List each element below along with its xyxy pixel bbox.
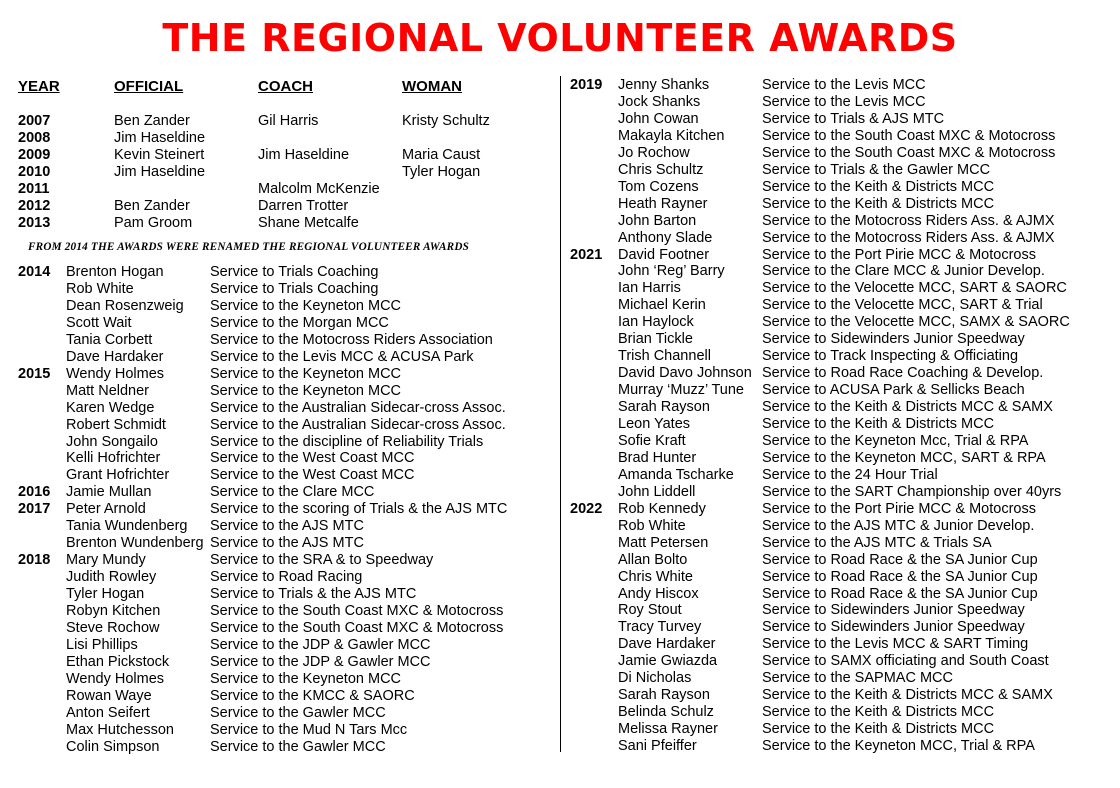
- award-row: [570, 145, 1115, 162]
- service-description: Service to the Gawler MCC: [210, 738, 386, 755]
- service-description: Service to the 24 Hour Trial: [762, 466, 938, 483]
- service-description: Service to the Motocross Riders Association: [210, 331, 493, 348]
- award-row: [570, 94, 1115, 111]
- award-row: [18, 484, 563, 501]
- recipient-name: Brenton Wundenberg: [66, 535, 204, 552]
- award-year: 2015: [18, 365, 51, 382]
- service-description: Service to the SAPMAC MCC: [762, 670, 953, 687]
- official-name: Ben Zander: [114, 113, 190, 129]
- official-name: Jim Haseldine: [114, 164, 206, 180]
- award-row: [570, 213, 1115, 230]
- award-row: [570, 738, 1115, 755]
- award-row: [18, 535, 563, 552]
- award-row: [18, 366, 563, 383]
- service-description: Service to Road Racing: [210, 569, 363, 586]
- recipient-name: Murray ‘Muzz’ Tune: [618, 382, 744, 399]
- recipient-name: Steve Rochow: [66, 619, 160, 636]
- official-name: Pam Groom: [114, 215, 193, 231]
- service-description: Service to the Morgan MCC: [210, 314, 389, 331]
- service-description: Service to the Keyneton MCC, SART & RPA: [762, 449, 1046, 466]
- recipient-name: Tom Cozens: [618, 178, 699, 195]
- service-description: Service to the Australian Sidecar-cross Assoc.: [210, 416, 506, 433]
- award-row: [18, 417, 563, 434]
- early-award-row: [18, 130, 558, 147]
- early-award-row: [18, 164, 558, 181]
- service-description: Service to the Clare MCC: [210, 484, 375, 501]
- service-description: Service to ACUSA Park & Sellicks Beach: [762, 382, 1025, 399]
- recipient-name: Mary Mundy: [66, 552, 146, 569]
- award-row: [18, 637, 563, 654]
- award-year: 2017: [18, 501, 51, 518]
- award-row: [18, 569, 563, 586]
- recipient-name: Rob White: [618, 517, 686, 534]
- award-year: 2021: [570, 246, 603, 263]
- award-row: [18, 349, 563, 366]
- recipient-name: Jo Rochow: [618, 144, 690, 161]
- award-row: [18, 603, 563, 620]
- recipient-name: Max Hutchesson: [66, 721, 174, 738]
- recipient-name: Di Nicholas: [618, 670, 692, 687]
- coach-name: Darren Trotter: [258, 198, 349, 214]
- official-name: Jim Haseldine: [114, 130, 206, 146]
- service-description: Service to the Keyneton Mcc, Trial & RPA: [762, 432, 1029, 449]
- early-award-row: [18, 113, 558, 130]
- recipient-name: Rob White: [66, 280, 134, 297]
- recipient-name: Tracy Turvey: [618, 619, 702, 636]
- award-row: [570, 653, 1115, 670]
- recipient-name: Rob Kennedy: [618, 500, 706, 517]
- recipient-name: Robert Schmidt: [66, 416, 166, 433]
- award-year: 2009: [18, 147, 51, 163]
- service-description: Service to the South Coast MXC & Motocross: [762, 127, 1056, 144]
- award-row: [18, 281, 563, 298]
- service-description: Service to Road Race Coaching & Develop.: [762, 365, 1044, 382]
- award-row: [18, 501, 563, 518]
- award-row: [18, 315, 563, 332]
- service-description: Service to the Keyneton MCC: [210, 670, 402, 687]
- award-year: 2007: [18, 113, 51, 129]
- recipient-name: Allan Bolto: [618, 551, 688, 568]
- service-description: Service to SAMX officiating and South Coast: [762, 653, 1049, 670]
- award-row: [570, 399, 1115, 416]
- rename-note: FROM 2014 THE AWARDS WERE RENAMED THE REGIONAL VOLUNTEER AWARDS: [28, 241, 470, 253]
- service-description: Service to Road Race & the SA Junior Cup: [762, 568, 1038, 585]
- award-row: [570, 501, 1115, 518]
- award-row: [570, 348, 1115, 365]
- award-row: [18, 400, 563, 417]
- recipient-name: Robyn Kitchen: [66, 603, 161, 619]
- recipient-name: Roy Stout: [618, 602, 682, 619]
- header-woman: WOMAN: [402, 78, 462, 95]
- service-description: Service to the SART Championship over 40yrs: [762, 483, 1062, 500]
- award-year: 2012: [18, 198, 51, 214]
- service-description: Service to the Keyneton MCC: [210, 382, 402, 399]
- recipient-name: Trish Channell: [618, 348, 711, 365]
- recipient-name: Kelli Hofrichter: [66, 450, 161, 467]
- header-year: YEAR: [18, 78, 60, 95]
- recipient-name: Belinda Schulz: [618, 704, 714, 721]
- award-year: 2016: [18, 484, 51, 501]
- award-row: [570, 162, 1115, 179]
- award-row: [570, 247, 1115, 264]
- award-row: [570, 382, 1115, 399]
- early-award-row: [18, 215, 558, 232]
- recipient-name: Tania Corbett: [66, 331, 153, 348]
- award-row: [570, 636, 1115, 653]
- column-divider: [560, 76, 561, 752]
- recipient-name: Wendy Holmes: [66, 365, 165, 382]
- award-row: [18, 298, 563, 315]
- recipient-name: Rowan Waye: [66, 687, 152, 704]
- award-row: [570, 314, 1115, 331]
- service-description: Service to the Keyneton MCC, Trial & RPA: [762, 738, 1035, 755]
- recipient-name: Colin Simpson: [66, 738, 160, 755]
- award-row: [570, 535, 1115, 552]
- service-description: Service to the South Coast MXC & Motocross: [210, 619, 504, 636]
- recipient-name: Chris White: [618, 568, 693, 585]
- service-description: Service to the Keyneton MCC: [210, 365, 402, 382]
- recipient-name: Sarah Rayson: [618, 687, 710, 704]
- service-description: Service to the South Coast MXC & Motocross: [210, 603, 504, 619]
- service-description: Service to the Keyneton MCC: [210, 297, 402, 314]
- recipient-name: Brad Hunter: [618, 449, 697, 466]
- service-description: Service to the Mud N Tars Mcc: [210, 721, 408, 738]
- award-year: 2010: [18, 164, 51, 180]
- service-description: Service to the Velocette MCC, SART & SAORC: [762, 280, 1067, 297]
- award-row: [18, 383, 563, 400]
- recipient-name: Grant Hofrichter: [66, 467, 170, 484]
- recipient-name: Andy Hiscox: [618, 585, 699, 602]
- recipient-name: Karen Wedge: [66, 399, 155, 416]
- service-description: Service to Road Race & the SA Junior Cup: [762, 585, 1038, 602]
- award-year: 2022: [570, 500, 603, 517]
- recipient-name: Brian Tickle: [618, 331, 693, 348]
- service-description: Service to Trials & the Gawler MCC: [762, 161, 991, 178]
- recipient-name: Jock Shanks: [618, 93, 701, 110]
- service-description: Service to the Levis MCC: [762, 77, 926, 93]
- award-row: [18, 722, 563, 739]
- service-description: Service to the AJS MTC & Trials SA: [762, 534, 992, 551]
- award-row: [18, 586, 563, 603]
- service-description: Service to the AJS MTC: [210, 535, 364, 552]
- service-description: Service to the Keith & Districts MCC & SAMX: [762, 399, 1053, 416]
- award-row: [18, 739, 563, 756]
- service-description: Service to the AJS MTC & Junior Develop.: [762, 517, 1035, 534]
- award-row: [18, 620, 563, 637]
- award-row: [570, 280, 1115, 297]
- award-row: [570, 433, 1115, 450]
- recipient-name: Chris Schultz: [618, 161, 704, 178]
- recipient-name: Sani Pfeiffer: [618, 738, 697, 755]
- recipient-name: Jamie Gwiazda: [618, 653, 718, 670]
- coach-name: Shane Metcalfe: [258, 215, 359, 231]
- service-description: Service to the Motocross Riders Ass. & AJMX: [762, 229, 1055, 246]
- award-year: 2013: [18, 215, 51, 231]
- service-description: Service to the scoring of Trials & the AJS MTC: [210, 501, 508, 518]
- recipient-name: Peter Arnold: [66, 501, 146, 518]
- service-description: Service to the Keith & Districts MCC: [762, 704, 995, 721]
- woman-name: Tyler Hogan: [402, 164, 481, 180]
- service-description: Service to Road Race & the SA Junior Cup: [762, 551, 1038, 568]
- award-row: [570, 128, 1115, 145]
- service-description: Service to Sidewinders Junior Speedway: [762, 619, 1025, 636]
- service-description: Service to the Velocette MCC, SART & Trial: [762, 297, 1043, 314]
- official-name: Ben Zander: [114, 198, 190, 214]
- award-row: [570, 331, 1115, 348]
- service-description: Service to the Port Pirie MCC & Motocross: [762, 246, 1036, 263]
- service-description: Service to the Keith & Districts MCC & SAMX: [762, 687, 1053, 704]
- recipient-name: Anton Seifert: [66, 704, 150, 721]
- recipient-name: Anthony Slade: [618, 229, 713, 246]
- award-row: [570, 467, 1115, 484]
- recipient-name: Tania Wundenberg: [66, 518, 188, 535]
- recipient-name: Ian Haylock: [618, 314, 694, 331]
- award-year: 2019: [570, 77, 603, 93]
- recipient-name: Jenny Shanks: [618, 77, 710, 93]
- award-year: 2011: [18, 181, 50, 197]
- service-description: Service to the discipline of Reliability Trials: [210, 433, 484, 450]
- service-description: Service to the Keith & Districts MCC: [762, 195, 995, 212]
- coach-name: Jim Haseldine: [258, 147, 350, 163]
- woman-name: Kristy Schultz: [402, 113, 490, 129]
- service-description: Service to Trials & AJS MTC: [762, 110, 945, 127]
- award-row: [570, 196, 1115, 213]
- award-row: [570, 552, 1115, 569]
- recipient-name: John Liddell: [618, 483, 696, 500]
- recipient-name: Lisi Phillips: [66, 636, 138, 653]
- award-row: [570, 365, 1115, 382]
- award-row: [18, 705, 563, 722]
- award-row: [18, 688, 563, 705]
- award-row: [18, 671, 563, 688]
- service-description: Service to Sidewinders Junior Speedway: [762, 331, 1025, 348]
- header-coach: COACH: [258, 78, 313, 95]
- service-description: Service to Trials Coaching: [210, 280, 379, 297]
- recipient-name: John Cowan: [618, 110, 699, 127]
- recipient-name: Matt Neldner: [66, 382, 150, 399]
- award-row: [570, 77, 1115, 94]
- award-row: [18, 434, 563, 451]
- recipient-name: Tyler Hogan: [66, 586, 145, 603]
- official-name: Kevin Steinert: [114, 147, 205, 163]
- award-row: [18, 518, 563, 535]
- service-description: Service to the West Coast MCC: [210, 450, 415, 467]
- recipient-name: Sofie Kraft: [618, 432, 686, 449]
- service-description: Service to the JDP & Gawler MCC: [210, 653, 431, 670]
- woman-name: Maria Caust: [402, 147, 481, 163]
- recipient-name: John Songailo: [66, 433, 158, 450]
- service-description: Service to the Australian Sidecar-cross Assoc.: [210, 399, 506, 416]
- service-description: Service to the Port Pirie MCC & Motocross: [762, 500, 1036, 517]
- award-row: [18, 264, 563, 281]
- award-row: [18, 552, 563, 569]
- recipient-name: Matt Petersen: [618, 534, 709, 551]
- recipient-name: John ‘Reg’ Barry: [618, 263, 725, 280]
- award-row: [570, 450, 1115, 467]
- service-description: Service to the Keith & Districts MCC: [762, 178, 995, 195]
- service-description: Service to Track Inspecting & Officiating: [762, 348, 1019, 365]
- service-description: Service to the Keith & Districts MCC: [762, 416, 995, 432]
- service-description: Service to the Levis MCC & ACUSA Park: [210, 348, 474, 365]
- recipient-name: Ian Harris: [618, 280, 681, 297]
- award-row: [570, 297, 1115, 314]
- early-award-row: [18, 181, 558, 198]
- award-row: [18, 654, 563, 671]
- award-row: [18, 332, 563, 349]
- service-description: Service to the Velocette MCC, SAMX & SAORC: [762, 314, 1070, 331]
- service-description: Service to the Clare MCC & Junior Develop.: [762, 263, 1045, 280]
- award-row: [570, 484, 1115, 501]
- award-row: [570, 619, 1115, 636]
- service-description: Service to the West Coast MCC: [210, 467, 415, 484]
- award-row: [570, 586, 1115, 603]
- award-row: [570, 687, 1115, 704]
- service-description: Service to the Keith & Districts MCC: [762, 721, 995, 738]
- early-award-row: [18, 147, 558, 164]
- recipient-name: Scott Wait: [66, 314, 132, 331]
- recipient-name: Dave Hardaker: [66, 348, 164, 365]
- service-description: Service to the Levis MCC: [762, 93, 926, 110]
- service-description: Service to the SRA & to Speedway: [210, 552, 434, 569]
- award-row: [18, 450, 563, 467]
- recipient-name: Amanda Tscharke: [618, 466, 734, 483]
- award-year: 2014: [18, 264, 51, 280]
- award-row: [570, 416, 1115, 433]
- recipient-name: Dave Hardaker: [618, 636, 716, 653]
- award-row: [570, 263, 1115, 280]
- recipient-name: David Footner: [618, 246, 710, 263]
- award-row: [570, 518, 1115, 535]
- award-row: [570, 569, 1115, 586]
- service-description: Service to the Motocross Riders Ass. & AJMX: [762, 212, 1055, 229]
- service-description: Service to Sidewinders Junior Speedway: [762, 602, 1025, 619]
- award-row: [570, 230, 1115, 247]
- service-description: Service to the Gawler MCC: [210, 704, 386, 721]
- recipient-name: Melissa Rayner: [618, 721, 718, 738]
- recipient-name: Michael Kerin: [618, 297, 706, 314]
- recipient-name: Leon Yates: [618, 416, 691, 432]
- award-row: [570, 721, 1115, 738]
- recipient-name: Jamie Mullan: [66, 484, 152, 501]
- recipient-name: Heath Rayner: [618, 195, 708, 212]
- coach-name: Malcolm McKenzie: [258, 181, 380, 197]
- award-row: [570, 602, 1115, 619]
- service-description: Service to the KMCC & SAORC: [210, 687, 415, 704]
- award-row: [18, 467, 563, 484]
- recipient-name: Brenton Hogan: [66, 264, 164, 280]
- recipient-name: Judith Rowley: [66, 569, 157, 586]
- service-description: Service to the South Coast MXC & Motocross: [762, 144, 1056, 161]
- service-description: Service to the AJS MTC: [210, 518, 364, 535]
- header-official: OFFICIAL: [114, 78, 184, 95]
- page-title: THE REGIONAL VOLUNTEER AWARDS: [162, 16, 958, 60]
- early-award-row: [18, 198, 558, 215]
- award-row: [570, 111, 1115, 128]
- service-description: Service to the JDP & Gawler MCC: [210, 636, 431, 653]
- service-description: Service to Trials & the AJS MTC: [210, 586, 417, 603]
- award-year: 2018: [18, 552, 51, 569]
- recipient-name: Makayla Kitchen: [618, 127, 725, 144]
- award-row: [570, 670, 1115, 687]
- recipient-name: Sarah Rayson: [618, 399, 710, 416]
- award-row: [570, 704, 1115, 721]
- award-row: [570, 179, 1115, 196]
- service-description: Service to the Levis MCC & SART Timing: [762, 636, 1029, 653]
- recipient-name: Dean Rosenzweig: [66, 297, 184, 314]
- recipient-name: Wendy Holmes: [66, 670, 165, 687]
- coach-name: Gil Harris: [258, 113, 319, 129]
- service-description: Service to Trials Coaching: [210, 264, 379, 280]
- recipient-name: David Davo Johnson: [618, 365, 752, 382]
- recipient-name: John Barton: [618, 212, 697, 229]
- award-year: 2008: [18, 130, 51, 146]
- recipient-name: Ethan Pickstock: [66, 653, 170, 670]
